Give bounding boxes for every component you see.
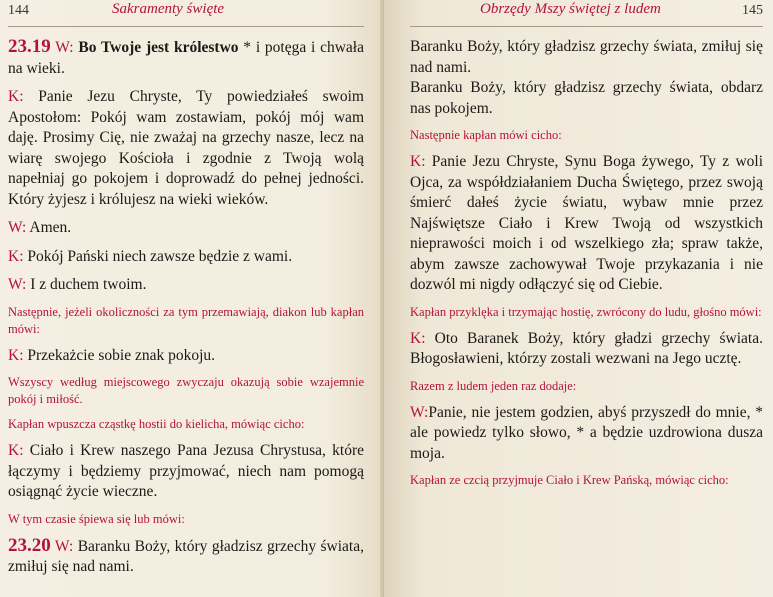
paragraph-amen (8, 218, 364, 239)
left-running-title: Sakramenty święte (112, 1, 225, 17)
priest-marker: K: (8, 247, 24, 265)
paragraph-text: Oto Baranek Boży, który gładzi grzechy świata. Błogosławieni, którzy zostali wezwani na Jego ucztę. (410, 329, 763, 367)
response-marker: W: (54, 537, 74, 555)
paragraph-behold-lamb (410, 329, 763, 370)
paragraph-priest-prayer (8, 87, 364, 210)
rubric: Wszyscy według miejscowego zwyczaju okazują sobie wzajemnie pokój i miłość. (8, 375, 364, 406)
rubric: Następnie kapłan mówi cicho: (410, 128, 562, 142)
rubric: Razem z ludem jeden raz dodaje: (410, 378, 577, 393)
paragraph-text: Panie Jezu Chryste, Ty powiedziałeś swoim Apostołom: Pokój wam zostawiam, pokój mój wam daję. Prosimy Cię, nie zważaj na grzechy nasze, lecz na wiarę swojego Kościoła i zgodnie z Twoją wolą napełniaj go pokojem i doprowadź do pełnej jedności. Który żyjesz i królujesz na wieki wieków. (8, 88, 364, 208)
section-number: 23.20 (8, 534, 51, 556)
paragraph-lamb-of-god-peace: Baranku Boży, który gładzisz grzechy świata, obdarz nas pokojem. (410, 79, 763, 117)
paragraph-text: Baranku Boży, który gładzisz grzechy świata, zmiłuj się nad nami. (8, 537, 364, 575)
response-marker: W: (8, 219, 27, 236)
priest-marker: K: (8, 442, 24, 459)
paragraph-and-with-spirit (8, 275, 364, 296)
response-marker: W: (55, 39, 74, 56)
paragraph-peace (8, 247, 364, 268)
paragraph-23-19 (8, 37, 364, 79)
left-page (0, 0, 384, 597)
paragraph-text: Przekażcie sobie znak pokoju. (23, 346, 216, 364)
paragraph-text: I z duchem twoim. (26, 276, 147, 293)
rubric: Kapłan przyklęka i trzymając hostię, zwrócony do ludu, głośno mówi: (410, 304, 762, 319)
response-marker: W: (410, 403, 429, 421)
paragraph-lamb-of-god: Baranku Boży, który gładzisz grzechy świata, zmiłuj się nad nami. (410, 38, 763, 76)
rubric: Kapłan ze czcią przyjmuje Ciało i Krew Pańską, mówiąc cicho: (410, 473, 729, 487)
priest-marker: K: (8, 346, 24, 364)
priest-marker: K: (410, 153, 426, 170)
right-page (384, 0, 773, 597)
paragraph-text: Ciało i Krew naszego Pana Jezusa Chrystusa, które łączymy i będziemy przyjmować, niech nam pomogą osiągnąć życie wieczne. (8, 442, 364, 500)
paragraph-lord-i-am-not-worthy (410, 403, 763, 465)
paragraph-private-prayer (410, 152, 763, 296)
rubric: Następnie, jeżeli okoliczności za tym przemawiają, diakon lub kapłan mówi: (8, 304, 364, 336)
left-page-number: 144 (8, 3, 29, 18)
response-marker: W: (8, 276, 27, 293)
rubric: Kapłan wpuszcza cząstkę hostii do kielicha, mówiąc cicho: (8, 417, 305, 431)
paragraph-23-20 (8, 536, 364, 578)
bold-phrase: Bo Twoje jest królestwo (78, 39, 239, 56)
priest-marker: K: (410, 329, 426, 347)
rubric: W tym czasie śpiewa się lub mówi: (8, 511, 185, 526)
right-page-number: 145 (742, 3, 763, 18)
paragraph-text: * i potęga i chwała na wieki. (8, 39, 364, 77)
right-running-head (410, 0, 763, 27)
priest-marker: K: (8, 88, 24, 105)
paragraph-text: Panie Jezu Chryste, Synu Boga żywego, Ty z woli Ojca, za współdziałaniem Ducha Świętego, przez swoją śmierć dałeś życie światu, wybaw mnie przez Najświętsze Ciało i Krew Twoją od wszystkich nieprawości moich i od wszelkiego zła; spraw także, abym zawsze zachowywał Twoje przykazania i nie dozwól mi nigdy odłączyć się od Ciebie. (410, 153, 763, 293)
paragraph-text: Panie, nie jestem godzien, abyś przyszedł do mnie, * ale powiedz tylko słowo, * a będzie uzdrowiona dusza moja. (410, 403, 763, 462)
paragraph-text: Amen. (26, 219, 72, 236)
left-running-head (8, 0, 364, 27)
paragraph-sign-of-peace (8, 346, 364, 367)
section-number: 23.19 (8, 36, 51, 57)
paragraph-commingling (8, 441, 364, 503)
right-running-title: Obrzędy Mszy świętej z ludem (480, 1, 661, 17)
paragraph-text: Pokój Pański niech zawsze będzie z wami. (23, 247, 293, 265)
